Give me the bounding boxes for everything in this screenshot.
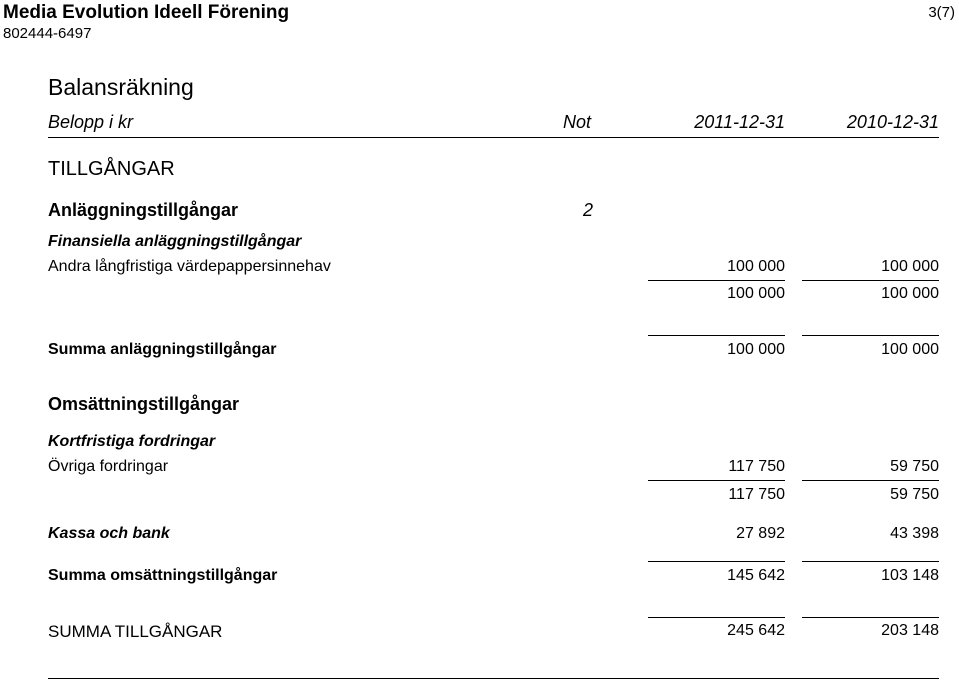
- subtotal-line-2010: [802, 280, 939, 281]
- financial-subtotal-2010: 100 000: [881, 285, 939, 302]
- sum-fixed-assets-2011: 100 000: [727, 341, 785, 358]
- cash-and-bank-label: Kassa och bank: [48, 525, 170, 542]
- financial-subtotal-2011: 100 000: [727, 285, 785, 302]
- sum-current-assets-2010: 103 148: [881, 567, 939, 584]
- header-divider: [48, 137, 939, 138]
- column-header-year2: 2010-12-31: [846, 112, 939, 132]
- receivables-subtotal-2011: 117 750: [728, 486, 785, 503]
- total-assets-2011: 245 642: [727, 622, 785, 639]
- sum-line-2011: [648, 335, 785, 336]
- long-term-securities-label: Andra långfristiga värdepappersinnehav: [48, 258, 331, 275]
- total-assets-label: SUMMA TILLGÅNGAR: [48, 622, 223, 641]
- current-sum-line-2011: [648, 561, 785, 562]
- sum-current-assets-label: Summa omsättningstillgångar: [48, 567, 278, 584]
- current-assets-heading: Omsättningstillgångar: [48, 394, 240, 414]
- assets-heading: TILLGÅNGAR: [48, 158, 175, 180]
- fixed-assets-note: 2: [583, 200, 594, 220]
- subtotal-line-2011: [648, 280, 785, 281]
- total-line-2011: [648, 617, 785, 618]
- financial-assets-heading: Finansiella anläggningstillgångar: [48, 233, 302, 250]
- receivables-heading: Kortfristiga fordringar: [48, 433, 216, 450]
- total-assets-2010: 203 148: [881, 622, 939, 639]
- long-term-securities-2011: 100 000: [727, 258, 785, 275]
- sum-line-2010: [802, 335, 939, 336]
- other-receivables-2010: 59 750: [890, 458, 939, 475]
- receivables-line-2011: [648, 480, 785, 481]
- column-header-year1: 2011-12-31: [694, 112, 785, 132]
- bottom-divider: [48, 678, 939, 679]
- cash-and-bank-2010: 43 398: [890, 525, 939, 542]
- page-title: Balansräkning: [48, 74, 194, 100]
- sum-fixed-assets-2010: 100 000: [881, 341, 939, 358]
- receivables-subtotal-2010: 59 750: [890, 486, 939, 503]
- other-receivables-label: Övriga fordringar: [48, 458, 169, 475]
- long-term-securities-2010: 100 000: [881, 258, 939, 275]
- sum-fixed-assets-label: Summa anläggningstillgångar: [48, 341, 277, 358]
- other-receivables-2011: 117 750: [728, 458, 785, 475]
- receivables-line-2010: [802, 480, 939, 481]
- column-header-amount: Belopp i kr: [48, 112, 134, 132]
- column-header-note: Not: [563, 112, 592, 132]
- organization-name: Media Evolution Ideell Förening: [3, 2, 290, 23]
- total-line-2010: [802, 617, 939, 618]
- cash-and-bank-2011: 27 892: [736, 525, 785, 542]
- current-sum-line-2010: [802, 561, 939, 562]
- organization-number: 802444-6497: [3, 25, 92, 42]
- sum-current-assets-2011: 145 642: [727, 567, 785, 584]
- fixed-assets-heading: Anläggningstillgångar: [48, 200, 239, 220]
- page-number: 3(7): [928, 4, 955, 21]
